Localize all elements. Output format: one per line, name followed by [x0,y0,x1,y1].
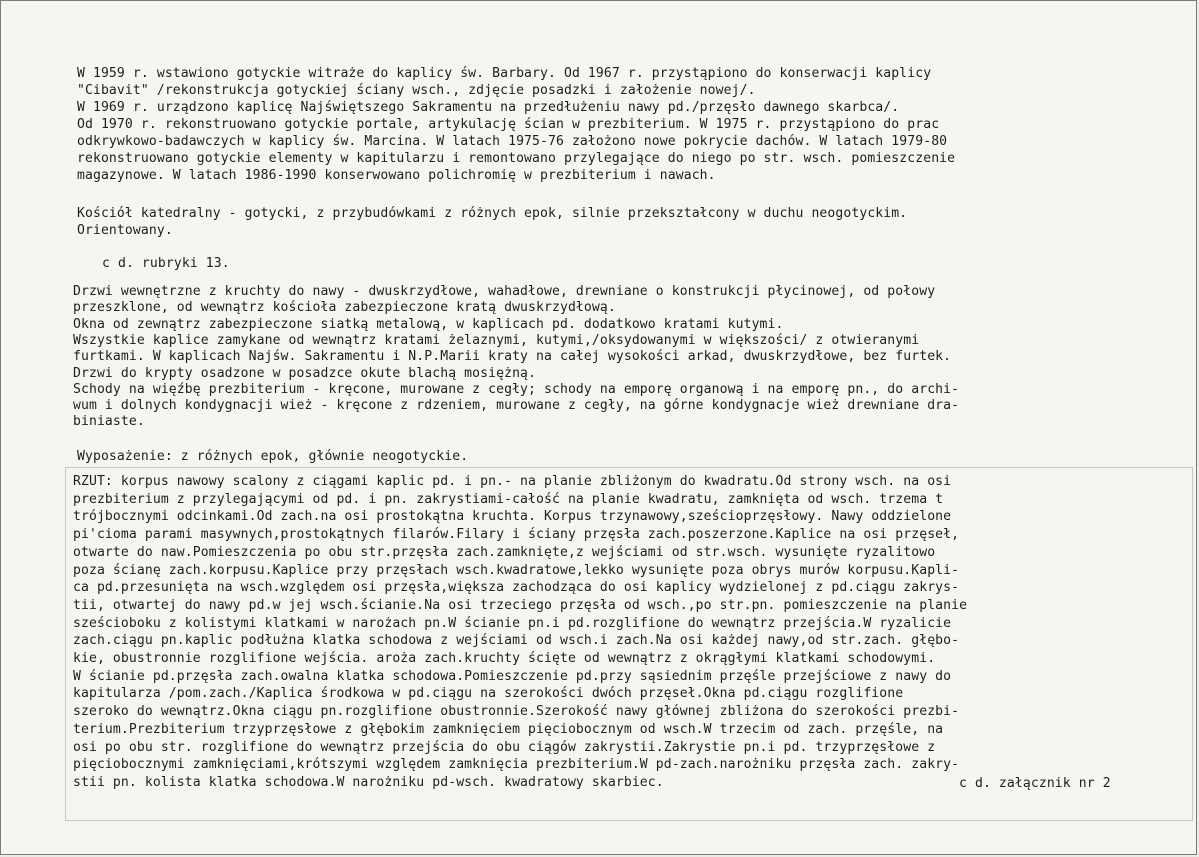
text-line: pięciobocznymi zamknięciami,krótszymi względem zamknięcia prezbiterium.W pd-zach.narożniku przęsła zach. zakry- [73,757,960,773]
text-line: trójbocznymi odcinkami.Od zach.na osi prostokątna kruchta. Korpus trzynawowy,sześcioprzęsłowy. Nawy oddzielone [73,509,952,525]
text-line: c d. rubryki 13. [102,256,230,271]
text-line: Drzwi wewnętrzne z kruchty do nawy - dwuskrzydłowe, wahadłowe, drewniane o konstrukcji płycinowej, od połowy [73,284,936,299]
text-line: kie, obustronnie rozglifione wejścia. aroża zach.kruchty ścięte od wewnątrz z okrągłymi klatkami schodowymi. [73,651,936,666]
text-line: otwarte do naw.Pomieszczenia po obu str.przęsła zach.zamknięte,z wejściami od str.wsch. wysunięte ryzalitowo [73,544,936,560]
text-line: Wszystkie kaplice zamykane od wewnątrz kratami żelaznymi, kutymi,/oksydowanymi w większości/ z otwieranymi [73,332,920,348]
text-line: kapitularza /pom.zach./Kaplica środkowa w pd.ciągu na szerokości dwóch przęseł.Okna pd.ciągu rozglifione [73,686,904,702]
text-line: ca pd.przesunięta na wsch.względem osi przęsła,większa zachodząca do osi kaplicy wydzielonej z pd.ciągu zakrys- [73,580,960,596]
text-line: Od 1970 r. rekonstruowano gotyckie portale, artykulację ścian w prezbiterium. W 1975 r. przystąpiono do prac [77,117,940,132]
text-line: magazynowe. W latach 1986-1990 konserwowano polichromię w prezbiterium i nawach. [77,168,716,183]
text-line: Kościół katedralny - gotycki, z przybudówkami z różnych epok, silnie przekształcony w duchu neogotyckim. [77,206,908,221]
text-line: W 1959 r. wstawiono gotyckie witraże do kaplicy św. Barbary. Od 1967 r. przystąpiono do konserwacji kaplicy [77,66,932,81]
text-line: przeszklone, od wewnątrz kościoła zabezpieczone kratą dwuskrzydłową. [73,300,616,316]
text-line: wum i dolnych kondygnacji wież - kręcone z rdzeniem, murowane z cegły, na górne kondygnacje wież drewniane dra- [73,398,960,414]
continuation-note: c d. załącznik nr 2 [959,776,1111,791]
text-line: W ścianie pd.przęsła zach.owalna klatka schodowa.Pomieszczenie pd.przy sąsiednim przęśle przejściowe z nawy do [73,668,952,684]
text-line: furtkami. W kaplicach Najśw. Sakramentu i N.P.Marii kraty na całej wysokości arkad, dwuskrzydłowe, bez furtek. [73,349,952,365]
text-line: osi po obu str. rozglifione do wewnątrz przejścia do obu ciągów zakrystii.Zakrystie pn.i pd. trzyprzęsłowe z [73,739,936,755]
text-line: Okna od zewnątrz zabezpieczone siatką metalową, w kaplicach pd. dodatkowo kratami kutymi. [73,316,784,332]
text-line: Wyposażenie: z różnych epok, głównie neogotyckie. [77,449,469,464]
text-line: poza ścianę zach.korpusu.Kaplice przy przęsłach wsch.kwadratowe,lekko wysunięte poza obrys murów korpusu.Kapli- [73,562,960,578]
text-line: biniaste. [73,414,145,430]
text-line: terium.Prezbiterium trzyprzęsłowe z głębokim zamknięciem pięciobocznym od wsch.W trzecim od zach. przęśle, na [73,721,944,737]
text-line: odkrywkowo-badawczych w kaplicy św. Marcina. W latach 1975-76 założono nowe pokrycie dachów. W latach 1979-80 [77,134,948,149]
text-line: prezbiterium z przylegającymi od pd. i pn. zakrystiami-całość na planie kwadratu, zamknięta od wsch. trzema t [73,491,944,507]
text-line: rekonstruowano gotyckie elementy w kapitularzu i remontowano przylegające do niego po str. wsch. pomieszczenie [77,151,956,166]
text-line: stii pn. kolista klatka schodowa.W narożniku pd-wsch. kwadratowy skarbiec. [73,774,664,790]
text-line: szeroko do wewnątrz.Okna ciągu pn.rozglifione obustronnie.Szerokość nawy głównej zbliżona do szerokości prezbi- [73,704,960,720]
text-line: sześcioboku z kolistymi klatkami w narożach pn.W ścianie pn.i pd.rozglifione do wewnątrz przejścia.W ryzalicie [73,615,952,631]
text-line: W 1969 r. urządzono kaplicę Najświętszego Sakramentu na przedłużeniu nawy pd./przęsło dawnego skarbca/. [77,100,900,115]
text-line: Orientowany. [77,223,173,238]
text-line: "Cibavit" /rekonstrukcja gotyckiej ściany wsch., zdjęcie posadzki i założenie nowej/. [77,83,756,98]
text-line: tii, otwartej do nawy pd.w jej wsch.ścianie.Na osi trzeciego przęsła od wsch.,po str.pn. pomieszczenie na planie [73,597,968,613]
text-line: RZUT: korpus nawowy scalony z ciągami kaplic pd. i pn.- na planie zbliżonym do kwadratu.Od strony wsch. na osi [73,474,952,489]
text-line: Drzwi do krypty osadzone w posadzce okute blachą mosiężną. [73,365,537,381]
text-line: Schody na więźbę prezbiterium - kręcone, murowane z cegły; schody na emporę organową i na emporę pn., do archi- [73,381,960,397]
text-line: pi'cioma parami masywnych,prostokątnych filarów.Filary i ściany przęsła zach.poszerzone.Kaplice na osi przęseł, [73,527,960,543]
text-line: zach.ciągu pn.kaplic podłużna klatka schodowa z wejściami od wsch.i zach.Na osi każdej nawy,od str.zach. głębo- [73,633,960,649]
